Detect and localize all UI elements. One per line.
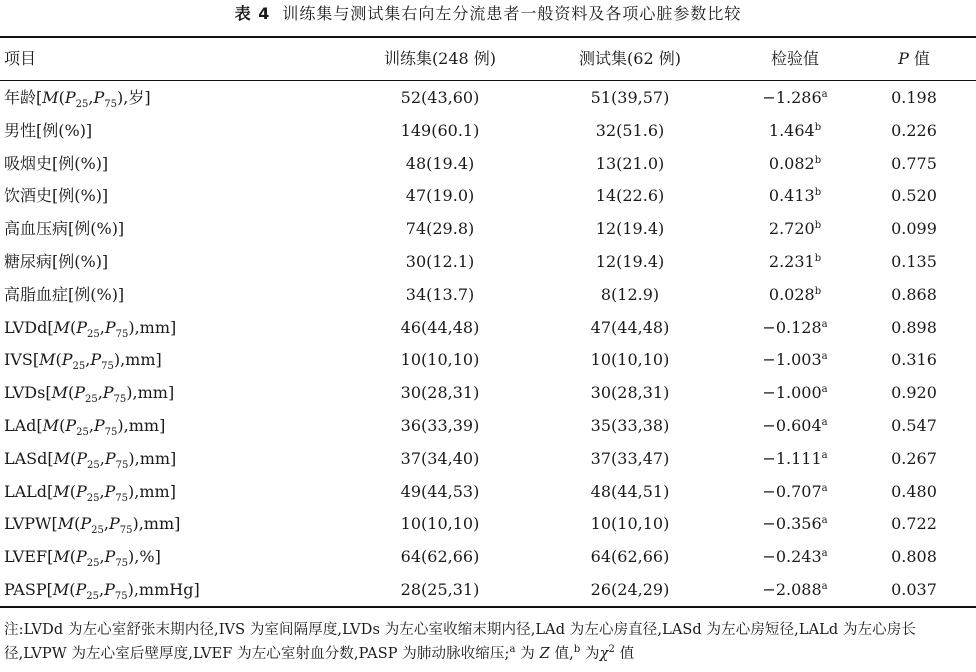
percentile-symbol: P (61, 350, 73, 370)
cell-stat (730, 376, 860, 409)
stat-mark: b (814, 187, 822, 199)
table-row (0, 573, 976, 606)
row-label-text: LVEF[ (4, 547, 54, 567)
cell-test: 47(44,48) (590, 317, 670, 337)
row-label (4, 147, 108, 180)
table-footnote (4, 618, 972, 666)
row-label (4, 212, 124, 245)
cell-train: 74(29.8) (405, 219, 475, 239)
stat-mark: b (814, 253, 822, 264)
percentile-symbol: P (108, 514, 120, 534)
separator: , (88, 416, 94, 435)
row-label-text: LVDd[ (4, 317, 54, 337)
cell-stat (730, 540, 860, 573)
cell-stat (730, 409, 860, 442)
percentile-75: 75 (115, 558, 129, 570)
cell-stat (730, 245, 860, 278)
cell-train: 47(19.0) (405, 186, 475, 206)
top-rule (0, 36, 976, 38)
row-label-text: 年龄[ (4, 88, 43, 107)
table-row (0, 507, 976, 540)
separator: , (97, 383, 103, 403)
paren-close: ) (128, 317, 135, 337)
cell-stat (730, 278, 860, 311)
table-row (0, 376, 976, 409)
footnote-chi: χ (599, 646, 609, 662)
table-row (0, 409, 976, 442)
row-label (4, 311, 176, 344)
cell-p: 0.037 (891, 580, 937, 599)
table-row (0, 179, 976, 212)
separator: , (85, 350, 91, 370)
median-expression (42, 88, 124, 110)
header-train: 训练集(248 例) (383, 49, 497, 68)
stat-value: 0.082 (768, 153, 815, 173)
row-label-text: LVDs[ (4, 383, 52, 403)
cell-train: 34(13.7) (405, 284, 475, 304)
percentile-75: 75 (115, 328, 129, 340)
row-label-text: 糖尿病[例(%)] (4, 252, 109, 271)
percentile-25: 25 (75, 99, 89, 110)
percentile-75: 75 (101, 361, 114, 373)
cell-test: 35(33,38) (590, 416, 670, 435)
cell-stat (730, 343, 860, 376)
percentile-75: 75 (115, 492, 129, 504)
cell-train: 30(28,31) (400, 383, 480, 403)
median-symbol: M (42, 88, 59, 107)
paren-close: ) (128, 448, 135, 468)
cell-p: 0.480 (891, 481, 937, 501)
stat-value: −1.000 (762, 383, 822, 403)
cell-test: 51(39,57) (590, 88, 670, 107)
table-row (0, 475, 976, 508)
stat-value: −2.088 (762, 580, 822, 599)
separator: , (99, 448, 105, 468)
cell-stat (730, 114, 860, 147)
paren-open: ( (67, 383, 75, 403)
percentile-symbol: P (75, 580, 87, 599)
table-row (0, 114, 976, 147)
cell-stat (730, 179, 860, 212)
row-label (4, 245, 108, 278)
cell-p: 0.198 (891, 88, 937, 107)
stat-value: −0.707 (762, 481, 822, 501)
row-label-unit: ,mm] (138, 514, 181, 534)
stat-mark: b (814, 285, 822, 297)
paren-close: ) (126, 383, 133, 403)
row-label-text: 吸烟史[例(%)] (4, 153, 109, 173)
paren-open: ( (69, 481, 76, 501)
cell-stat (730, 507, 860, 540)
row-label-unit: ,mm] (134, 317, 177, 337)
separator: , (98, 580, 105, 599)
percentile-25: 25 (86, 492, 100, 504)
percentile-75: 75 (113, 394, 127, 406)
stat-value: −1.111 (762, 448, 822, 468)
cell-stat (730, 573, 860, 606)
row-label (4, 573, 200, 606)
median-symbol: M (51, 383, 68, 403)
row-label-text: LAd[ (4, 416, 43, 435)
footnote-text-2: 为 (515, 646, 540, 662)
row-label-text: LASd[ (4, 448, 54, 468)
percentile-symbol: P (104, 448, 116, 468)
cell-test: 10(10,10) (590, 514, 670, 534)
row-label-text: 高脂血症[例(%)] (4, 284, 125, 304)
percentile-25: 25 (91, 525, 104, 537)
row-label (4, 114, 92, 147)
median-expression (57, 514, 139, 537)
cell-train: 46(44,48) (400, 317, 480, 337)
paren-close: ) (113, 350, 121, 370)
table-row (0, 311, 976, 344)
paren-close: ) (127, 580, 134, 599)
paren-open: ( (74, 514, 81, 534)
header-p (862, 42, 966, 76)
percentile-75: 75 (115, 459, 129, 471)
stat-value: 0.413 (768, 186, 815, 206)
percentile-symbol: P (104, 580, 115, 599)
paren-close: ) (132, 514, 139, 534)
cell-stat (730, 311, 860, 344)
paren-close: ) (116, 88, 124, 107)
row-label-unit: ,mm] (134, 481, 176, 501)
row-label (4, 343, 162, 376)
percentile-25: 25 (86, 591, 99, 602)
row-label-text: LALd[ (4, 481, 54, 501)
percentile-symbol: P (102, 383, 114, 403)
percentile-25: 25 (87, 328, 100, 340)
stat-value: −0.128 (762, 317, 822, 337)
separator: , (99, 317, 105, 337)
median-expression (39, 350, 121, 373)
stat-mark: a (821, 417, 828, 428)
cell-test: 14(22.6) (595, 186, 665, 206)
percentile-75: 75 (104, 427, 118, 438)
stat-mark: b (814, 154, 822, 166)
cell-stat (730, 212, 860, 245)
row-label-text: 饮酒史[例(%)] (4, 186, 109, 206)
stat-value: −1.286 (762, 88, 822, 107)
table-row (0, 81, 976, 114)
percentile-symbol: P (90, 350, 102, 370)
stat-value: −0.243 (762, 547, 822, 567)
cell-p: 0.135 (891, 252, 937, 271)
median-symbol: M (39, 350, 56, 370)
paren-close: ) (117, 416, 124, 435)
median-expression (42, 416, 124, 438)
percentile-75: 75 (114, 591, 128, 602)
row-label-text: LVPW[ (4, 514, 58, 534)
percentile-symbol: P (104, 317, 116, 337)
cell-test: 37(33,47) (590, 448, 670, 468)
paren-open: ( (69, 547, 76, 567)
row-label (4, 540, 161, 573)
cell-train: 36(33,39) (400, 416, 480, 435)
cell-test: 10(10,10) (590, 350, 670, 370)
percentile-symbol: P (65, 416, 77, 435)
separator: , (99, 547, 105, 567)
cell-stat (730, 81, 860, 114)
median-expression (53, 481, 135, 504)
paren-open: ( (59, 416, 66, 435)
stat-mark: b (814, 220, 822, 232)
cell-p: 0.267 (891, 448, 937, 468)
cell-test: 8(12.9) (600, 284, 660, 304)
median-symbol: M (53, 317, 70, 337)
header-row (0, 42, 976, 76)
cell-train: 48(19.4) (405, 153, 475, 173)
footnote-z: Z (539, 646, 550, 662)
percentile-symbol: P (80, 514, 92, 534)
median-symbol: M (53, 481, 70, 501)
paren-close: ) (128, 481, 135, 501)
separator: , (103, 514, 109, 534)
percentile-25: 25 (76, 427, 89, 438)
paren-close: ) (128, 547, 135, 567)
stat-mark: a (821, 89, 828, 100)
median-symbol: M (42, 416, 60, 435)
footnote-text-3: 值, (549, 646, 574, 662)
separator: , (99, 481, 105, 501)
stat-value: 1.464 (768, 120, 815, 140)
paren-open: ( (58, 88, 65, 107)
cell-test: 12(19.4) (595, 252, 665, 271)
row-label (4, 475, 176, 508)
header-item: 项目 (4, 49, 37, 68)
footnote-text-5: 值 (615, 646, 635, 662)
row-label-text: IVS[ (4, 350, 40, 370)
row-label (4, 278, 124, 311)
stat-value: 0.028 (768, 284, 815, 304)
cell-test: 12(19.4) (595, 219, 665, 239)
cell-stat (730, 475, 860, 508)
cell-p: 0.316 (891, 350, 937, 370)
table-row (0, 245, 976, 278)
cell-train: 52(43,60) (400, 88, 480, 107)
row-label-unit: ,mm] (123, 416, 166, 435)
row-label-text: 男性[例(%)] (4, 120, 93, 140)
cell-test: 13(21.0) (595, 153, 665, 173)
percentile-symbol: P (75, 547, 87, 567)
percentile-symbol: P (93, 88, 105, 107)
cell-train: 28(25,31) (400, 580, 480, 599)
percentile-symbol: P (104, 547, 116, 567)
table-title: 训练集与测试集右向左分流患者一般资料及各项心脏参数比较 (282, 4, 742, 23)
row-label (4, 376, 174, 409)
header-p-symbol: P (898, 49, 909, 68)
median-symbol: M (52, 580, 70, 599)
row-label-unit: ,mm] (134, 448, 177, 468)
header-test: 测试集(62 例) (579, 49, 681, 68)
stat-value: 2.231 (768, 252, 815, 271)
cell-p: 0.808 (891, 547, 937, 567)
footnote-mark-b: b (573, 644, 581, 655)
paren-open: ( (70, 448, 77, 468)
header-stat: 检验值 (770, 49, 819, 68)
cell-test: 30(28,31) (590, 383, 670, 403)
table-row (0, 278, 976, 311)
row-label-unit: ,mm] (120, 350, 162, 370)
cell-stat (730, 147, 860, 180)
table-row (0, 442, 976, 475)
paren-open: ( (55, 350, 62, 370)
header-p-label: 值 (908, 49, 930, 68)
table-caption (0, 4, 976, 24)
cell-train: 149(60.1) (400, 120, 480, 140)
cell-p: 0.547 (891, 416, 937, 435)
cell-test: 32(51.6) (595, 120, 665, 140)
paren-open: ( (69, 580, 76, 599)
stat-value: 2.720 (768, 219, 815, 239)
cell-p: 0.775 (891, 153, 937, 173)
percentile-symbol: P (76, 448, 88, 468)
stat-mark: b (814, 121, 822, 133)
table-row (0, 147, 976, 180)
table-row (0, 212, 976, 245)
cell-train: 10(10,10) (400, 514, 480, 534)
cell-p: 0.868 (891, 284, 937, 304)
percentile-symbol: P (64, 88, 76, 107)
footnote-chi-sup: 2 (608, 644, 615, 655)
median-expression (51, 383, 133, 406)
cell-p: 0.226 (891, 120, 937, 140)
bottom-rule (0, 606, 976, 608)
stat-mark: a (821, 318, 828, 330)
median-expression (53, 448, 135, 471)
percentile-symbol: P (93, 416, 105, 435)
row-label-unit: ,mmHg] (133, 580, 200, 599)
median-expression (52, 580, 134, 602)
median-symbol: M (53, 448, 71, 468)
percentile-25: 25 (72, 361, 86, 373)
cell-p: 0.920 (891, 383, 937, 403)
stat-mark: a (821, 449, 828, 461)
percentile-symbol: P (104, 481, 116, 501)
cell-test: 64(62,66) (590, 547, 670, 567)
cell-train: 10(10,10) (400, 350, 480, 370)
cell-p: 0.520 (891, 186, 937, 206)
percentile-25: 25 (86, 558, 100, 570)
row-label (4, 179, 108, 212)
table-row (0, 343, 976, 376)
stat-mark: a (821, 548, 828, 560)
row-label (4, 409, 165, 442)
separator: , (88, 88, 94, 107)
stat-mark: a (821, 384, 828, 396)
stat-value: −1.003 (762, 350, 822, 370)
median-expression (53, 317, 135, 340)
cell-p: 0.722 (891, 514, 937, 534)
stat-mark: a (821, 515, 828, 527)
row-label-text: PASP[ (4, 580, 53, 599)
footnote-mark-a: a (509, 644, 516, 655)
cell-p: 0.898 (891, 317, 937, 337)
cell-test: 48(44,51) (590, 481, 670, 501)
footnote-text: 注:LVDd 为左心室舒张末期内径,IVS 为室间隔厚度,LVDs 为左心室收缩末期内径,LAd 为左心房直径,LASd 为左心房短径,LALd 为左心房长径,LVPW 为左心室后壁厚度,LVEF 为左心室射血分数,PASP 为肺动脉收缩压; (4, 622, 916, 662)
row-label-unit: ,%] (134, 547, 161, 567)
median-expression (53, 547, 135, 570)
stat-value: −0.604 (762, 416, 822, 435)
cell-train: 37(34,40) (400, 448, 480, 468)
cell-stat (730, 442, 860, 475)
row-label (4, 81, 151, 114)
percentile-75: 75 (119, 525, 133, 537)
paren-open: ( (69, 317, 77, 337)
percentile-symbol: P (76, 317, 87, 337)
row-label (4, 442, 176, 475)
footnote-text-4: 为 (580, 646, 600, 662)
row-label-text: 高血压病[例(%)] (4, 219, 125, 239)
cell-train: 64(62,66) (400, 547, 480, 567)
row-label-unit: ,mm] (132, 383, 175, 403)
median-symbol: M (57, 514, 75, 534)
stat-value: −0.356 (762, 514, 822, 534)
table-number: 表 4 (234, 4, 271, 23)
row-label (4, 507, 180, 540)
cell-p: 0.099 (891, 219, 937, 239)
cell-test: 26(24,29) (590, 580, 670, 599)
row-label-unit: ,岁] (123, 88, 151, 107)
percentile-75: 75 (104, 99, 117, 110)
percentile-25: 25 (84, 394, 98, 406)
stat-mark: a (821, 482, 828, 494)
percentile-symbol: P (74, 383, 85, 403)
table-row (0, 540, 976, 573)
median-symbol: M (53, 547, 70, 567)
cell-train: 30(12.1) (405, 252, 475, 271)
cell-train: 49(44,53) (400, 481, 480, 501)
percentile-25: 25 (87, 459, 100, 471)
percentile-symbol: P (75, 481, 87, 501)
stat-mark: a (821, 351, 828, 363)
stat-mark: a (821, 581, 828, 592)
